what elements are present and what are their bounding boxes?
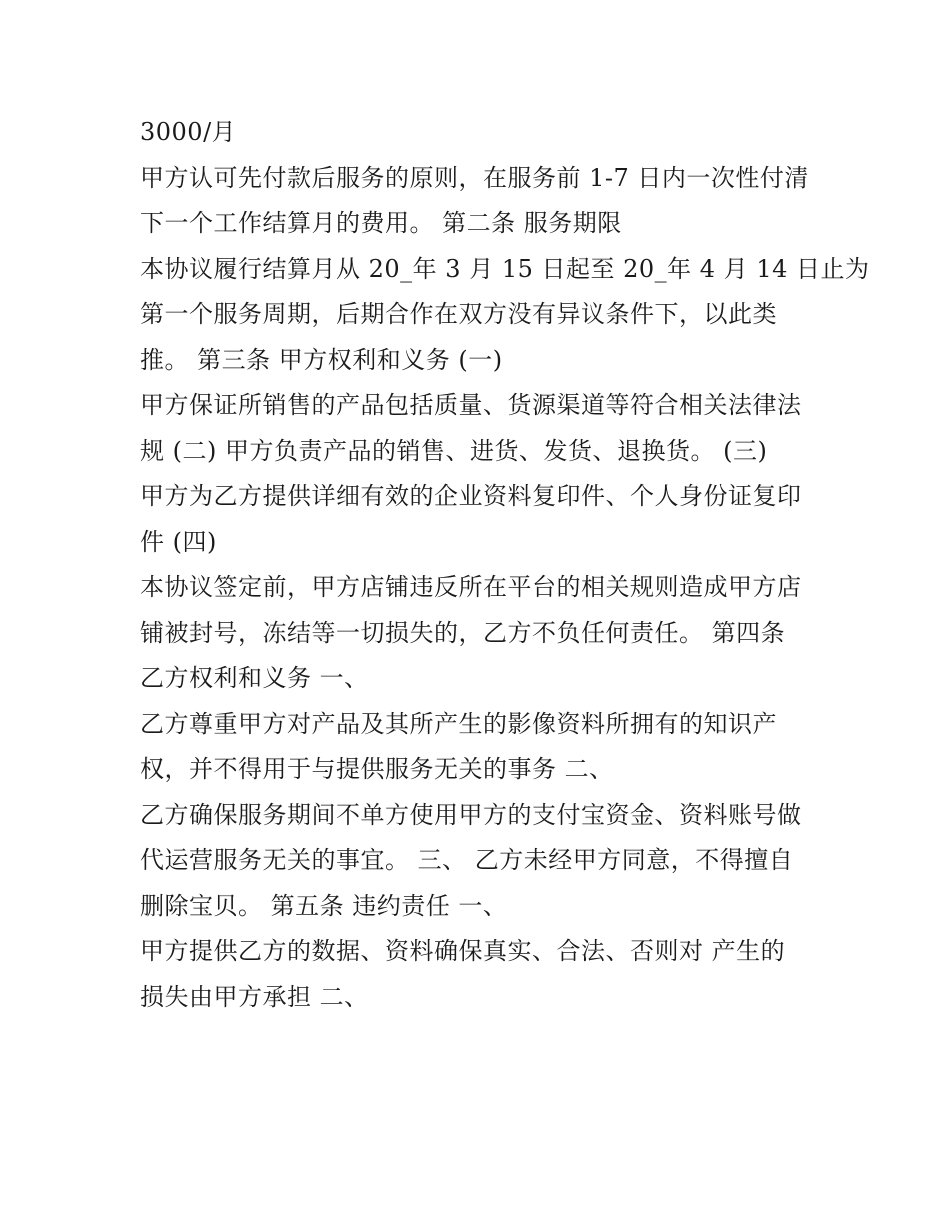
text-line-20: 损失由甲方承担 二、 (140, 982, 369, 1011)
text-line-5: 第一个服务周期，后期合作在双方没有异议条件下，以此类 (140, 300, 777, 328)
text-line-11: 本协议签定前，甲方店铺违反所在平台的相关规则造成甲方店 (140, 573, 802, 601)
text-line-9: 甲方为乙方提供详细有效的企业资料复印件、个人身份证复印 (140, 482, 802, 510)
text-line-10: 件 (四) (140, 527, 217, 556)
text-line-15: 权，并不得用于与提供服务无关的事务 二、 (140, 755, 614, 783)
text-line-4: 本协议履行结算月从 20_年 3 月 15 日起至 20_年 4 月 14 日止为 (140, 254, 870, 283)
text-line-1: 3000/月 (140, 118, 237, 146)
text-line-3: 下一个工作结算月的费用。 第二条 服务期限 (140, 209, 622, 237)
text-line-8: 规 (二) 甲方负责产品的销售、进货、发货、退换货。 (三) (140, 436, 768, 465)
text-line-19: 甲方提供乙方的数据、资料确保真实、合法、否则对 产生的 (140, 937, 786, 965)
text-line-13: 乙方权利和义务 一、 (140, 664, 369, 692)
text-line-7: 甲方保证所销售的产品包括质量、货源渠道等符合相关法律法 (140, 391, 802, 419)
text-line-18: 删除宝贝。 第五条 违约责任 一、 (140, 891, 508, 920)
contract-text (140, 110, 870, 1020)
text-line-6: 推。 第三条 甲方权利和义务 (一) (140, 345, 503, 374)
text-line-17: 代运营服务无关的事宜。 三、 乙方未经甲方同意，不得擅自 (140, 846, 794, 874)
text-line-16: 乙方确保服务期间不单方使用甲方的支付宝资金、资料账号做 (140, 800, 802, 829)
text-line-12: 铺被封号，冻结等一切损失的，乙方不负任何责任。 第四条 (140, 618, 786, 647)
text-line-2: 甲方认可先付款后服务的原则，在服务前 1-7 日内一次性付清 (140, 163, 809, 192)
text-line-14: 乙方尊重甲方对产品及其所产生的影像资料所拥有的知识产 (140, 709, 777, 738)
